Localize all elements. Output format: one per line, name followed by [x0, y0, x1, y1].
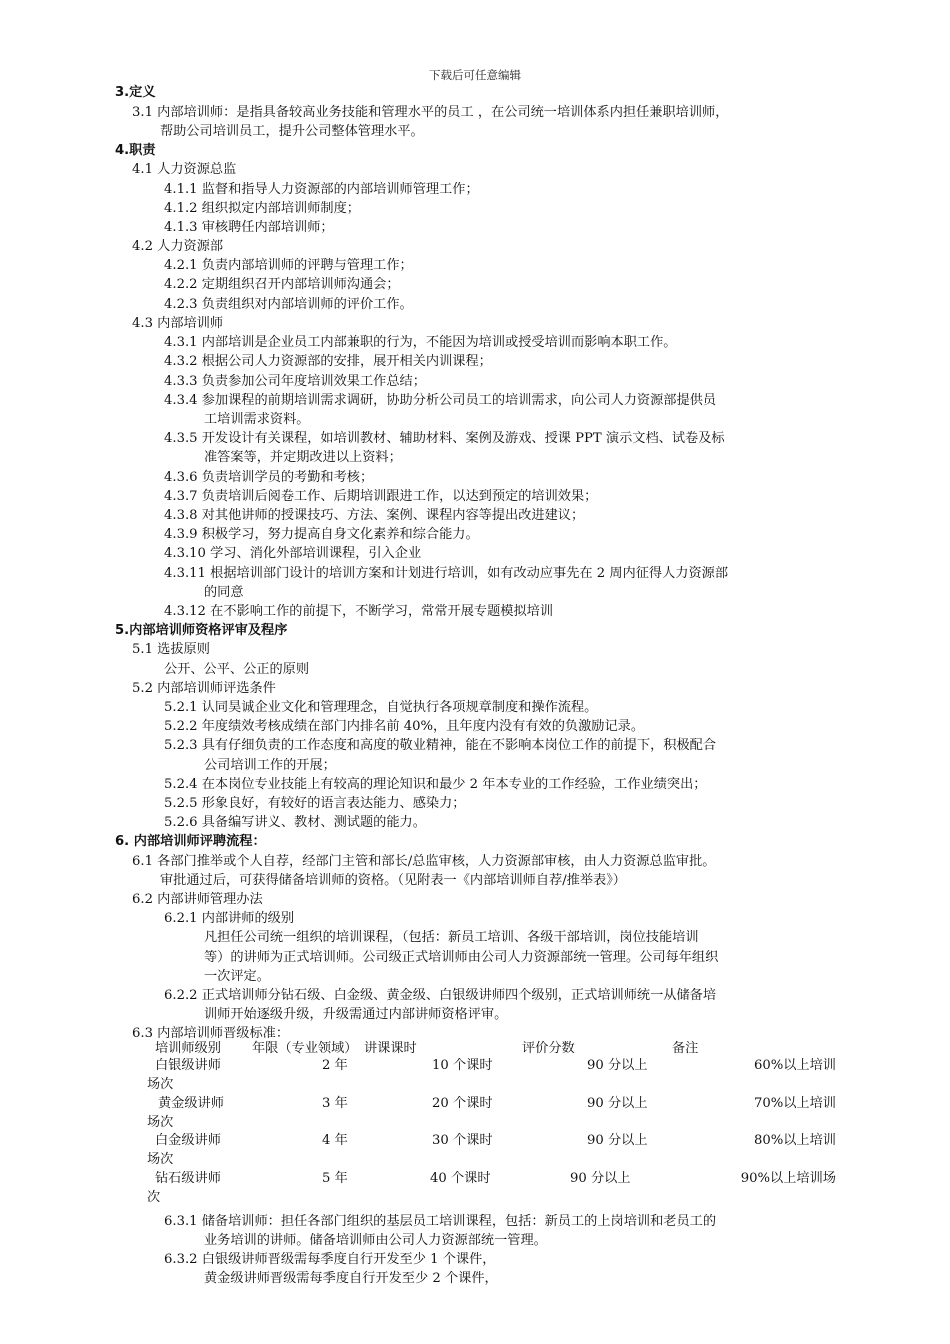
text-line: 审批通过后，可获得储备培训师的资格。（见附表一《内部培训师自荐/推举表》）	[160, 873, 626, 888]
table-header-cell: 培训师级别	[155, 1041, 221, 1056]
section-heading: 4.职责	[115, 143, 156, 158]
text-line: 公开、公平、公正的原则	[164, 662, 310, 677]
text-line: 4.1.3 审核聘任内部培训师；	[164, 220, 334, 235]
table-cell-years: 2 年	[322, 1058, 348, 1073]
text-line: 5.2.5 形象良好，有较好的语言表达能力、感染力；	[164, 796, 466, 811]
text-line: 6.3.2 白银级讲师晋级需每季度自行开发至少 1 个课件，	[164, 1252, 496, 1267]
text-line: 6.2.1 内部讲师的级别	[164, 911, 295, 926]
text-line: 5.2.6 具备编写讲义、教材、测试题的能力。	[164, 815, 426, 830]
table-header-cell: 备注	[672, 1041, 699, 1056]
text-line: 4.3.3 负责参加公司年度培训效果工作总结；	[164, 374, 426, 389]
text-line: 等）的讲师为正式培训师。公司级正式培训师由公司人力资源部统一管理。公司每年组织	[204, 950, 719, 965]
table-cell-years: 5 年	[322, 1171, 348, 1186]
text-line: 一次评定。	[204, 969, 270, 984]
page-header: 下载后可任意编辑	[429, 68, 521, 82]
text-line: 6.3.1 储备培训师：担任各部门组织的基层员工培训课程，包括：新员工的上岗培训和老员工的	[164, 1214, 717, 1229]
table-header-cell: 年限（专业领域）	[252, 1041, 358, 1056]
table-cell-hours: 10 个课时	[432, 1058, 493, 1073]
table-cell-level: 黄金级讲师	[158, 1096, 224, 1111]
table-cell-score: 90 分以上	[587, 1096, 648, 1111]
text-line: 4.3.10 学习、消化外部培训课程，引入企业	[164, 546, 422, 561]
table-cell-note: 80%以上培训	[753, 1133, 836, 1148]
text-line: 4.3.7 负责培训后阅卷工作、后期培训跟进工作，以达到预定的培训效果；	[164, 489, 598, 504]
section-heading: 5.内部培训师资格评审及程序	[115, 623, 288, 638]
table-cell-score: 90 分以上	[587, 1058, 648, 1073]
text-line: 4.3.9 积极学习，努力提高自身文化素养和综合能力。	[164, 527, 479, 542]
text-line: 4.3 内部培训师	[132, 316, 224, 331]
text-line: 5.2.3 具有仔细负责的工作态度和高度的敬业精神，能在不影响本岗位工作的前提下，积极配合	[164, 738, 717, 753]
text-line: 4.1.1 监督和指导人力资源部的内部培训师管理工作；	[164, 182, 479, 197]
table-cell-level: 钻石级讲师	[155, 1171, 221, 1186]
text-line: 4.1 人力资源总监	[132, 162, 237, 177]
text-line: 业务培训的讲师。储备培训师由公司人力资源部统一管理。	[204, 1233, 547, 1248]
table-cell-note: 90%以上培训场	[740, 1171, 836, 1186]
text-line: 4.3.4 参加课程的前期培训需求调研，协助分析公司员工的培训需求，向公司人力资源部提供员	[164, 393, 717, 408]
text-line: 6.3 内部培训师晋级标准：	[132, 1026, 290, 1041]
text-line: 凡担任公司统一组织的培训课程，（包括：新员工培训、各级干部培训，岗位技能培训	[204, 930, 699, 945]
text-line: 4.1.2 组织拟定内部培训师制度；	[164, 201, 360, 216]
table-cell-note-wrap: 场次	[147, 1152, 174, 1167]
table-cell-level: 白银级讲师	[155, 1058, 221, 1073]
text-line: 4.3.2 根据公司人力资源部的安排，展开相关内训课程；	[164, 354, 492, 369]
section-heading: 6. 内部培训师评聘流程：	[115, 834, 266, 849]
text-line: 4.2 人力资源部	[132, 239, 224, 254]
table-cell-note: 70%以上培训	[753, 1096, 836, 1111]
text-line: 6.2 内部讲师管理办法	[132, 892, 263, 907]
text-line: 公司培训工作的开展；	[204, 758, 336, 773]
table-header-cell: 评价分数	[522, 1041, 575, 1056]
text-line: 4.3.12 在不影响工作的前提下，不断学习，常常开展专题模拟培训	[164, 604, 554, 619]
table-header-cell: 讲课课时	[364, 1041, 417, 1056]
table-cell-note: 60%以上培训	[753, 1058, 836, 1073]
text-line: 5.2 内部培训师评选条件	[132, 681, 276, 696]
text-line: 工培训需求资料。	[204, 412, 310, 427]
section-heading: 3.定义	[115, 85, 156, 100]
text-line: 的同意	[204, 585, 244, 600]
table-cell-hours: 30 个课时	[432, 1133, 493, 1148]
table-cell-level: 白金级讲师	[155, 1133, 221, 1148]
table-cell-score: 90 分以上	[570, 1171, 631, 1186]
text-line: 4.3.5 开发设计有关课程，如培训教材、辅助材料、案例及游戏、授课 PPT 演示文档、试卷及标	[164, 431, 725, 446]
text-line: 4.2.1 负责内部培训师的评聘与管理工作；	[164, 258, 413, 273]
text-line: 6.1 各部门推举或个人自荐，经部门主管和部长/总监审核，人力资源部审核，由人力资源总监审批。	[132, 854, 716, 869]
text-line: 4.3.1 内部培训是企业员工内部兼职的行为，不能因为培训或授受培训而影响本职工作。	[164, 335, 677, 350]
text-line: 黄金级讲师晋级需每季度自行开发至少 2 个课件，	[204, 1271, 498, 1286]
table-cell-hours: 20 个课时	[432, 1096, 493, 1111]
text-line: 5.2.2 年度绩效考核成绩在部门内排名前 40%，且年度内没有有效的负激励记录。	[164, 719, 645, 734]
text-line: 4.2.3 负责组织对内部培训师的评价工作。	[164, 297, 413, 312]
table-cell-years: 3 年	[322, 1096, 348, 1111]
text-line: 5.2.4 在本岗位专业技能上有较高的理论知识和最少 2 年本专业的工作经验，工作业绩突出；	[164, 777, 707, 792]
text-line: 4.3.11 根据培训部门设计的培训方案和计划进行培训，如有改动应事先在 2 周内征得人力资源部	[164, 566, 729, 581]
text-line: 5.2.1 认同昊诚企业文化和管理理念，自觉执行各项规章制度和操作流程。	[164, 700, 598, 715]
table-cell-note-wrap: 次	[147, 1190, 161, 1205]
text-line: 3.1 内部培训师：是指具备较高业务技能和管理水平的员工 ，在公司统一培训体系内担任兼职培训师，	[132, 105, 729, 120]
text-line: 帮助公司培训员工，提升公司整体管理水平。	[160, 124, 424, 139]
text-line: 4.2.2 定期组织召开内部培训师沟通会；	[164, 277, 400, 292]
table-cell-note-wrap: 场次	[147, 1115, 174, 1130]
text-line: 训师开始逐级升级，升级需通过内部讲师资格评审。	[204, 1007, 508, 1022]
table-cell-score: 90 分以上	[587, 1133, 648, 1148]
text-line: 6.2.2 正式培训师分钻石级、白金级、黄金级、白银级讲师四个级别，正式培训师统一从储备培	[164, 988, 717, 1003]
table-cell-note-wrap: 场次	[147, 1077, 174, 1092]
table-cell-hours: 40 个课时	[430, 1171, 491, 1186]
text-line: 4.3.6 负责培训学员的考勤和考核；	[164, 470, 374, 485]
table-cell-years: 4 年	[322, 1133, 348, 1148]
text-line: 5.1 选拔原则	[132, 642, 210, 657]
text-line: 4.3.8 对其他讲师的授课技巧、方法、案例、课程内容等提出改进建议；	[164, 508, 585, 523]
text-line: 准答案等，并定期改进以上资料；	[204, 450, 402, 465]
